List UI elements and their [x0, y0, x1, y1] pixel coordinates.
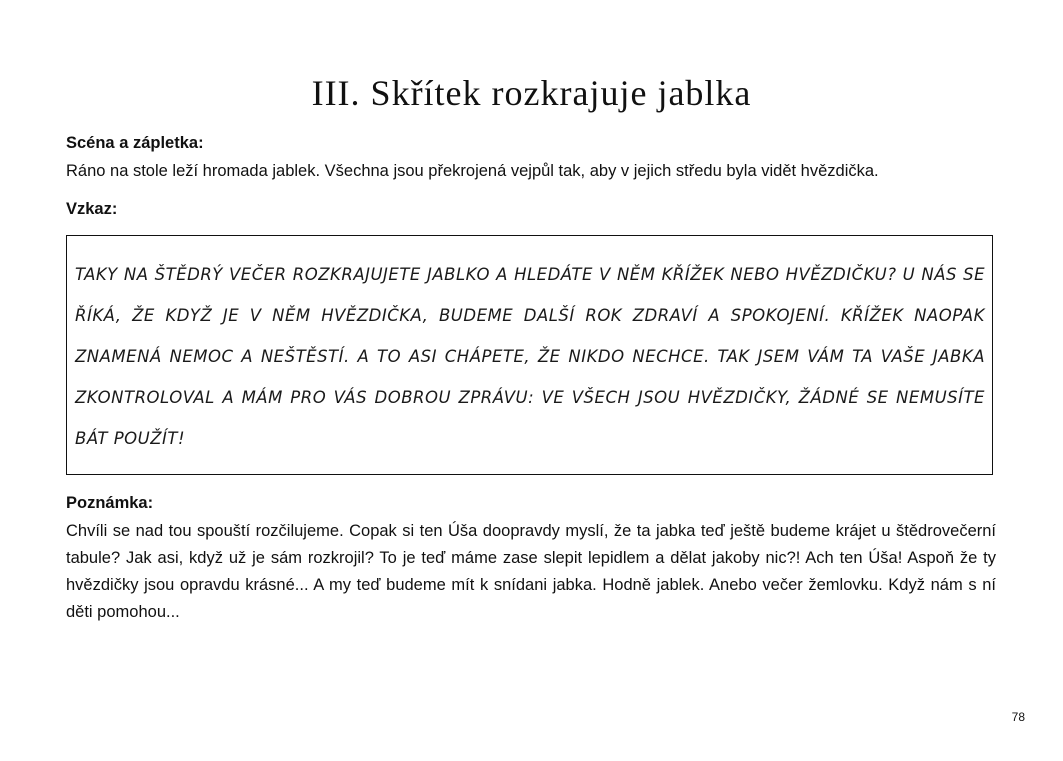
message-box: [66, 235, 993, 475]
note-text: Chvíli se nad tou spouští rozčilujeme. Copak si ten Úša doopravdy myslí, že ta jabka teď ještě budeme krájet u štědrovečerní tabule? Jak asi, když už je sám rozkrojil? To je teď máme zase slepit lepidlem a dělat jakoby nic?! Ach ten Úša! Aspoň že ty hvězdičky jsou opravdu krásné... A my teď budeme mít k snídani jabka. Hodně jablek. Anebo večer žemlovku. Když nám s ní děti pomohou...: [66, 522, 996, 621]
page-title: III. Skřítek rozkrajuje jablka: [311, 73, 752, 113]
page-number: 78: [1011, 710, 1025, 724]
scene-text: Ráno na stole leží hromada jablek. Všechna jsou překrojená vejpůl tak, aby v jejich středu byla vidět hvězdička.: [66, 162, 879, 180]
note-label: Poznámka:: [66, 494, 154, 512]
message-text: TAKY NA ŠTĚDRÝ VEČER ROZKRAJUJETE JABLKO A HLEDÁTE V NĚM KŘÍŽEK NEBO HVĚZDIČKU? U NÁS SE ŘÍKÁ, ŽE KDYŽ JE V NĚM HVĚZDIČKA, BUDEME DALŠÍ ROK ZDRAVÍ A SPOKOJENÍ. KŘÍŽEK NAOPAK ZNAMENÁ NEMOC A NEŠTĚSTÍ. A TO ASI CHÁPETE, ŽE NIKDO NECHCE. TAK JSEM VÁM TA VAŠE JABKA ZKONTROLOVAL A MÁM PRO VÁS DOBROU ZPRÁVU: VE VŠECH JSOU HVĚZDIČKY, ŽÁDNÉ SE NEMUSÍTE BÁT POUŽÍT!: [75, 265, 985, 448]
message-label: Vzkaz:: [66, 200, 118, 218]
scene-label: Scéna a zápletka:: [66, 134, 204, 152]
